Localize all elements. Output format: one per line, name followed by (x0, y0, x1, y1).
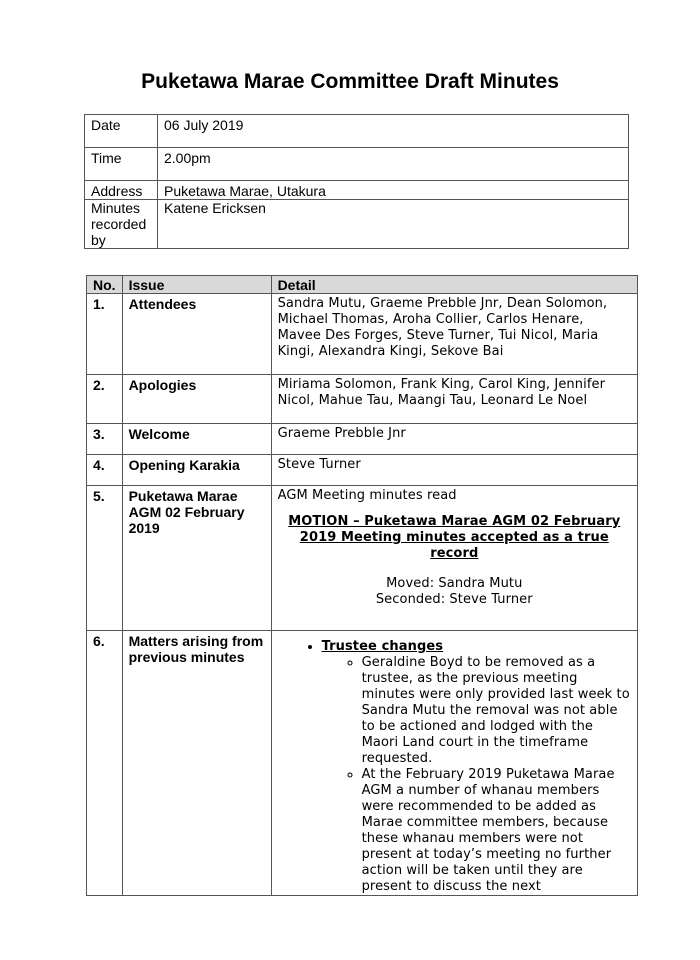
item-number: 4. (87, 455, 123, 486)
item-detail: Steve Turner (271, 455, 637, 486)
table-row (87, 631, 638, 896)
motion-text: MOTION – Puketawa Marae AGM 02 February 2019 Meeting minutes accepted as a true record (288, 514, 621, 561)
item-number: 6. (87, 631, 123, 896)
meta-row-date (85, 115, 629, 148)
meta-row-address (85, 181, 629, 200)
meta-label: Time (85, 148, 158, 181)
item-issue: Matters arising from previous minutes (122, 631, 271, 896)
meta-row-recorder (85, 200, 629, 249)
item-issue: Welcome (122, 424, 271, 455)
meta-label: Date (85, 115, 158, 148)
item-issue: Opening Karakia (122, 455, 271, 486)
table-row (87, 294, 638, 375)
item-detail: Miriama Solomon, Frank King, Carol King, Jennifer Nicol, Mahue Tau, Maangi Tau, Leonard Le Noel (271, 375, 637, 424)
bullet-label: Trustee changes (321, 639, 444, 654)
item-number: 2. (87, 375, 123, 424)
item-detail (271, 631, 637, 896)
moved-by: Moved: Sandra Mutu (386, 576, 523, 591)
table-row (87, 375, 638, 424)
meta-value: 2.00pm (158, 148, 629, 181)
item-detail (271, 486, 637, 631)
table-row (87, 424, 638, 455)
meta-row-time (85, 148, 629, 181)
agenda-table (86, 275, 638, 896)
meta-label: Minutes recorded by (85, 200, 158, 249)
item-issue: Puketawa Marae AGM 02 February 2019 (122, 486, 271, 631)
bullet-list (278, 639, 631, 895)
item-issue: Apologies (122, 375, 271, 424)
table-row (87, 486, 638, 631)
meeting-details-table (84, 114, 629, 249)
meta-value: Katene Ericksen (158, 200, 629, 249)
item-number: 3. (87, 424, 123, 455)
meta-label: Address (85, 181, 158, 200)
agenda-header-row (87, 276, 638, 294)
meta-value: 06 July 2019 (158, 115, 629, 148)
item-number: 5. (87, 486, 123, 631)
seconded-by: Seconded: Steve Turner (375, 592, 533, 607)
page-title: Puketawa Marae Committee Draft Minutes (141, 70, 559, 93)
item-issue: Attendees (122, 294, 271, 375)
list-item: ◦ At the February 2019 Puketawa Marae AGM a number of whanau members were recommended to be added as Marae committee members, because these whanau members were not present at today’s meeting no further action will be taken until they are present to discuss the next (362, 767, 631, 895)
list-item: ◦ Geraldine Boyd to be removed as a trustee, as the previous meeting minutes were only provided last week to Sandra Mutu the removal was not able to be actioned and lodged with the Maori Land court in the timeframe requested. (362, 655, 631, 767)
header-issue: Issue (122, 276, 271, 294)
sub-bullet-list (322, 655, 631, 895)
header-detail: Detail (271, 276, 637, 294)
detail-intro: AGM Meeting minutes read (277, 488, 457, 503)
table-row (87, 455, 638, 486)
list-item (322, 639, 631, 895)
meta-value: Puketawa Marae, Utakura (158, 181, 629, 200)
item-detail: Graeme Prebble Jnr (271, 424, 637, 455)
item-number: 1. (87, 294, 123, 375)
item-detail: Sandra Mutu, Graeme Prebble Jnr, Dean Solomon, Michael Thomas, Aroha Collier, Carlos Henare, Mavee Des Forges, Steve Turner, Tui Nicol, Maria Kingi, Alexandra Kingi, Sekove Bai (271, 294, 637, 375)
header-no: No. (87, 276, 123, 294)
